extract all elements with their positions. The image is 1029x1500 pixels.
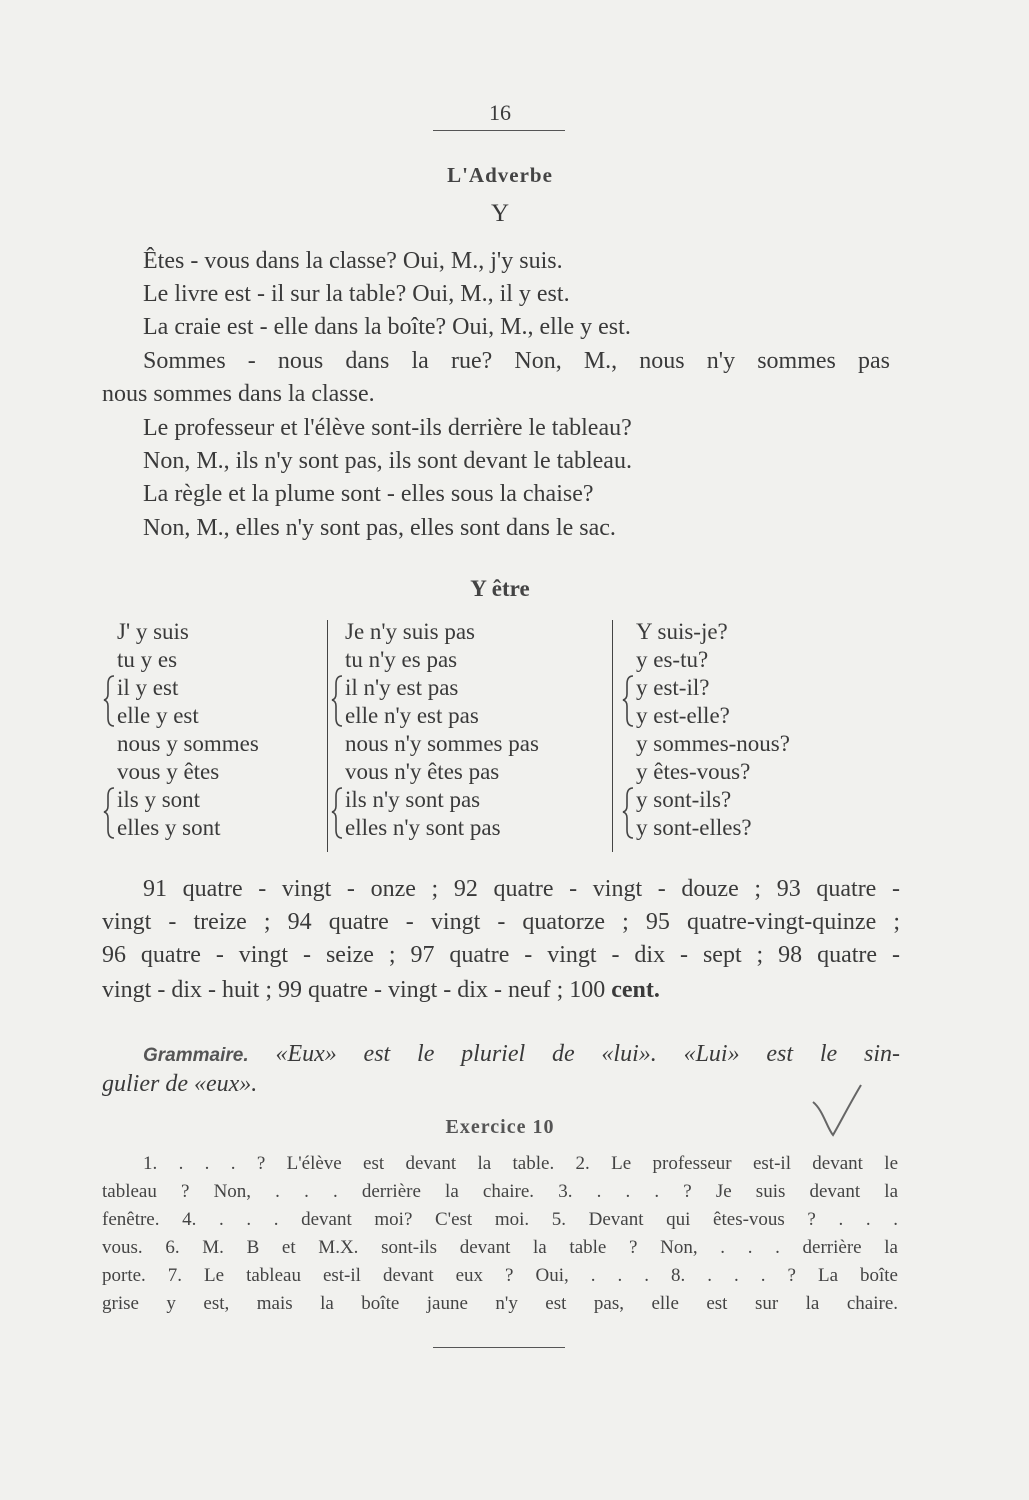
affirmative-form: elles y sont <box>117 815 221 840</box>
conjugation-title: Y être <box>470 576 530 601</box>
dialogue-line: Non, M., elles n'y sont pas, elles sont dans le sac. <box>143 515 616 541</box>
numbers-line: vingt - treize ; 94 quatre - vingt - quatorze ; 95 quatre-vingt-quinze ; <box>102 909 900 935</box>
exercise-line: porte. 7. Le tableau est-il devant eux ? Oui, . . . 8. . . . ? La boîte <box>102 1265 898 1286</box>
affirmative-form: nous y sommes <box>117 731 259 756</box>
dialogue-line: nous sommes dans la classe. <box>102 381 375 407</box>
exercise-line: vous. 6. M. B et M.X. sont-ils devant la table ? Non, . . . derrière la <box>102 1237 898 1258</box>
interrogative-form: y est-elle? <box>636 703 730 728</box>
grammar-text: «Eux» est le pluriel de «lui». «Lui» est le sin- <box>275 1041 900 1067</box>
exercise-title: Exercice 10 <box>445 1116 555 1138</box>
numbers-text: vingt - dix - huit ; 99 quatre - vingt - dix - neuf ; 100 <box>102 977 606 1003</box>
affirmative-form: J' y suis <box>117 619 189 644</box>
affirmative-form: elle y est <box>117 703 199 728</box>
brace-icon <box>104 676 114 726</box>
brace-icon <box>332 676 342 726</box>
section-title: L'Adverbe <box>447 163 553 187</box>
interrogative-form: y est-il? <box>636 675 710 700</box>
interrogative-form: y sont-ils? <box>636 787 732 812</box>
numbers-line <box>102 977 660 1004</box>
divider <box>433 130 565 131</box>
brace-icon <box>104 788 114 838</box>
dialogue-line: La craie est - elle dans la boîte? Oui, M., elle y est. <box>143 314 631 340</box>
negative-form: ils n'y sont pas <box>345 787 481 812</box>
grammar-text-continued: gulier de «eux». <box>102 1071 258 1097</box>
negative-form: elles n'y sont pas <box>345 815 501 840</box>
brace-icon <box>623 676 633 726</box>
dialogue-line: Le professeur et l'élève sont-ils derrière le tableau? <box>143 415 632 441</box>
negative-form: Je n'y suis pas <box>345 619 476 644</box>
brace-marks <box>0 670 700 850</box>
numbers-line: 96 quatre - vingt - seize ; 97 quatre - vingt - dix - sept ; 98 quatre - <box>102 942 900 968</box>
section-subject: Y <box>490 200 510 227</box>
interrogative-form: y êtes-vous? <box>636 759 751 784</box>
interrogative-form: Y suis-je? <box>636 619 728 644</box>
exercise-line: grise y est, mais la boîte jaune n'y est pas, elle est sur la chaire. <box>102 1293 898 1314</box>
dialogue-line: Le livre est - il sur la table? Oui, M., il y est. <box>143 281 570 307</box>
interrogative-form: y es-tu? <box>636 647 709 672</box>
interrogative-form: y sont-elles? <box>636 815 752 840</box>
dialogue-line: Sommes - nous dans la rue? Non, M., nous n'y sommes pas <box>143 348 890 374</box>
negative-form: vous n'y êtes pas <box>345 759 500 784</box>
exercise-line: 1. . . . ? L'élève est devant la table. 2. Le professeur est-il devant le <box>143 1153 898 1174</box>
affirmative-form: tu y es <box>117 647 178 672</box>
numbers-line: 91 quatre - vingt - onze ; 92 quatre - vingt - douze ; 93 quatre - <box>143 876 900 902</box>
exercise-line: tableau ? Non, . . . derrière la chaire. 3. . . . ? Je suis devant la <box>102 1181 898 1202</box>
brace-icon <box>332 788 342 838</box>
dialogue-line: Non, M., ils n'y sont pas, ils sont devant le tableau. <box>143 448 632 474</box>
dialogue-line: Êtes - vous dans la classe? Oui, M., j'y suis. <box>143 248 563 274</box>
divider <box>433 1347 565 1348</box>
dialogue-line: La règle et la plume sont - elles sous la chaise? <box>143 481 594 507</box>
brace-icon <box>623 788 633 838</box>
interrogative-form: y sommes-nous? <box>636 731 790 756</box>
negative-form: tu n'y es pas <box>345 647 458 672</box>
affirmative-form: vous y êtes <box>117 759 220 784</box>
grammar-note <box>143 1041 900 1068</box>
numbers-bold-word: cent. <box>611 977 660 1003</box>
page-number: 16 <box>489 100 511 125</box>
grammar-label: Grammaire. <box>143 1045 249 1066</box>
exercise-line: fenêtre. 4. . . . devant moi? C'est moi. 5. Devant qui êtes-vous ? . . . <box>102 1209 898 1230</box>
affirmative-form: ils y sont <box>117 787 201 812</box>
negative-form: il n'y est pas <box>345 675 459 700</box>
affirmative-form: il y est <box>117 675 179 700</box>
negative-form: nous n'y sommes pas <box>345 731 539 756</box>
negative-form: elle n'y est pas <box>345 703 479 728</box>
